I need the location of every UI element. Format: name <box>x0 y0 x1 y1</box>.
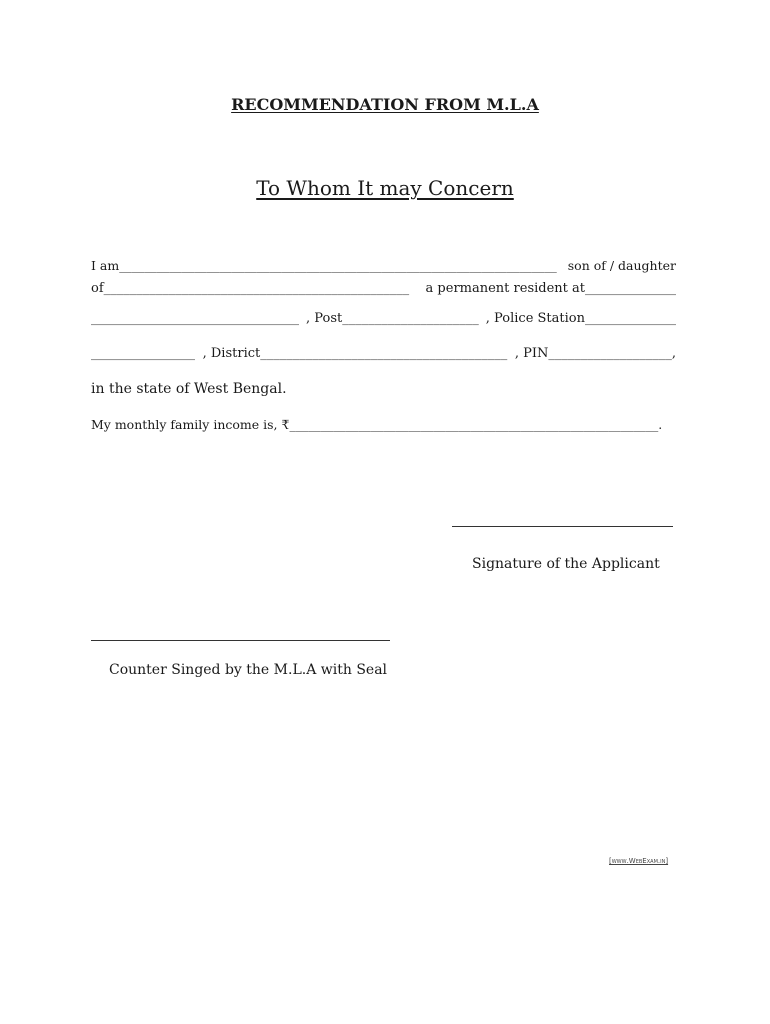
document-title: RECOMMENDATION FROM M.L.A <box>231 95 539 114</box>
applicant-signature-label: Signature of the Applicant <box>472 556 660 572</box>
salutation: To Whom It may Concern <box>256 176 514 200</box>
locality-blank: ________________ <box>91 346 195 361</box>
resident-text: a permanent resident at______________ <box>425 281 676 296</box>
mla-signature-line <box>91 640 390 641</box>
declaration-line-3 <box>91 311 676 326</box>
declaration-line-1 <box>91 258 676 273</box>
mla-signature-label: Counter Singed by the M.L.A with Seal <box>109 662 388 678</box>
income-line: My monthly family income is, ₹___________________________________________________________. <box>91 417 663 432</box>
declaration-line-2 <box>91 281 676 296</box>
parent-blank: of_______________________________________________ <box>91 281 410 296</box>
son-daughter-text: son of / daughter <box>567 258 676 273</box>
police-station-blank: , Police Station______________ <box>485 311 676 326</box>
state-line: in the state of West Bengal. <box>91 381 287 397</box>
name-blank: I am______________________________________________________________________ <box>91 258 557 273</box>
district-blank: , District______________________________________ <box>202 346 508 361</box>
footer-watermark: [www.WebExam.in] <box>609 857 669 865</box>
address-blank: ________________________________ <box>91 311 299 326</box>
applicant-signature-line <box>452 526 673 527</box>
pin-blank: , PIN___________________, <box>514 346 676 361</box>
declaration-line-4 <box>91 346 676 361</box>
post-blank: , Post_____________________ <box>306 311 479 326</box>
